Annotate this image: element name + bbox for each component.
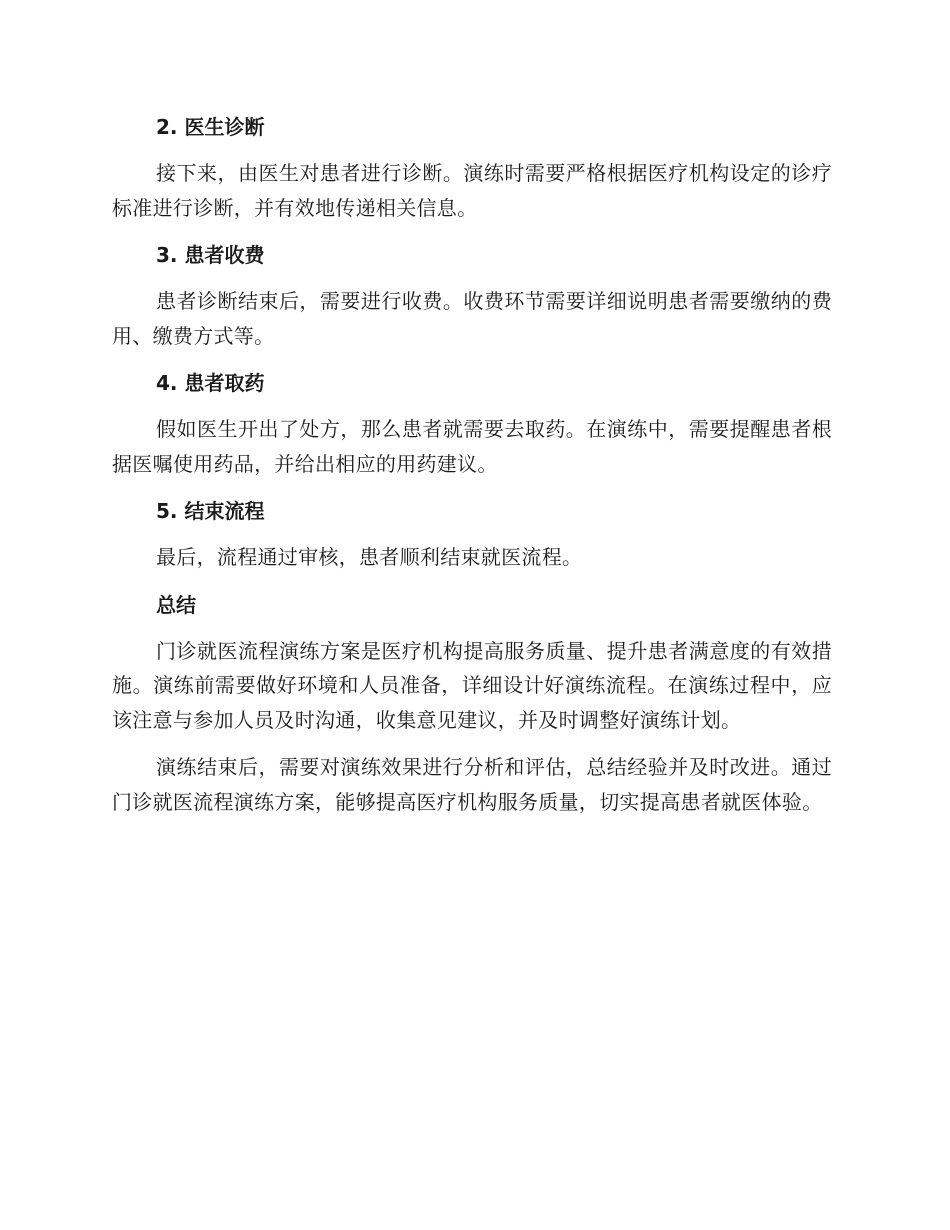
- paragraph-summary-1: 门诊就医流程演练方案是医疗机构提高服务质量、提升患者满意度的有效措施。演练前需要做好环境和人员准备，详细设计好演练流程。在演练过程中，应该注意与参加人员及时沟通，收集意见建议，并及时调整好演练计划。: [112, 638, 832, 732]
- document-page: [112, 110, 832, 832]
- section-heading-doctor-diagnosis: 2. 医生诊断: [156, 115, 265, 139]
- section-heading-patient-payment: 3. 患者收费: [156, 243, 265, 267]
- paragraph-medicine-pickup: 假如医生开出了处方，那么患者就需要去取药。在演练中，需要提醒患者根据医嘱使用药品，并给出相应的用药建议。: [112, 417, 832, 476]
- paragraph-patient-payment: 患者诊断结束后，需要进行收费。收费环节需要详细说明患者需要缴纳的费用、缴费方式等。: [112, 289, 832, 348]
- paragraph-doctor-diagnosis: 接下来，由医生对患者进行诊断。演练时需要严格根据医疗机构设定的诊疗标准进行诊断，并有效地传递相关信息。: [112, 161, 832, 220]
- paragraph-summary-2: 演练结束后，需要对演练效果进行分析和评估，总结经验并及时改进。通过门诊就医流程演练方案，能够提高医疗机构服务质量，切实提高患者就医体验。: [112, 755, 832, 814]
- section-heading-summary: 总结: [156, 592, 196, 617]
- section-heading-end-process: 5. 结束流程: [156, 499, 265, 523]
- paragraph-end-process: 最后，流程通过审核，患者顺利结束就医流程。: [156, 545, 583, 569]
- section-heading-medicine-pickup: 4. 患者取药: [156, 371, 265, 395]
